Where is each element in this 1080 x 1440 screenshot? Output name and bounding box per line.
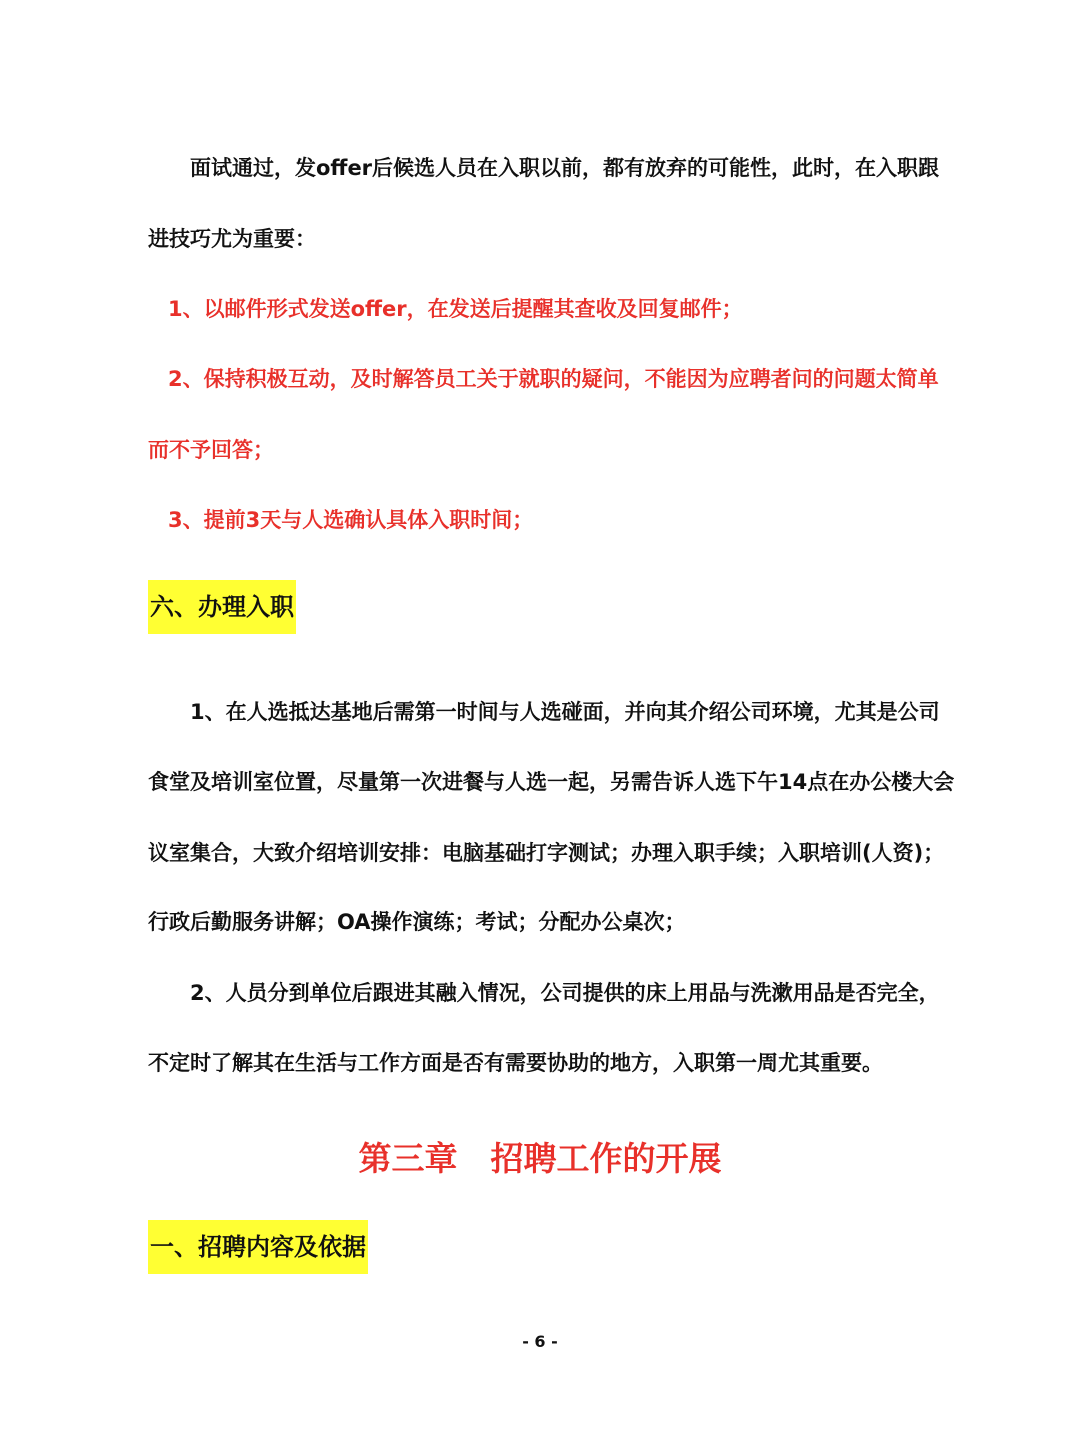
section-6-heading: 六、办理入职 [148,580,296,634]
tip-1: 1、以邮件形式发送offer，在发送后提醒其查收及回复邮件； [168,297,743,321]
section-6-para-2-line-1: 2、人员分到单位后跟进其融入情况，公司提供的床上用品与洗漱用品是否完全， [190,981,940,1005]
section-6-para-2-line-2: 不定时了解其在生活与工作方面是否有需要协助的地方，入职第一周尤其重要。 [148,1051,883,1075]
page-number: - 6 - [522,1332,558,1351]
tip-2-line-2: 而不予回答； [148,438,274,462]
intro-line-2: 进技巧尤为重要： [148,227,316,251]
section-6-para-1-line-4: 行政后勤服务讲解；OA操作演练；考试；分配办公桌次； [148,910,686,934]
tip-2-line-1: 2、保持积极互动，及时解答员工关于就职的疑问，不能因为应聘者问的问题太简单 [168,367,939,391]
section-6-para-1-line-1: 1、在人选抵达基地后需第一时间与人选碰面，并向其介绍公司环境，尤其是公司 [190,700,940,724]
section-1-heading: 一、招聘内容及依据 [148,1220,368,1274]
section-6-para-1-line-3: 议室集合，大致介绍培训安排：电脑基础打字测试；办理入职手续；入职培训(人资)； [148,841,945,865]
chapter-3-title: 第三章 招聘工作的开展 [358,1139,722,1178]
intro-line-1: 面试通过，发offer后候选人员在入职以前，都有放弃的可能性，此时，在入职跟 [190,156,940,180]
section-6-para-1-line-2: 食堂及培训室位置，尽量第一次进餐与人选一起，另需告诉人选下午14点在办公楼大会 [148,770,955,794]
tip-3: 3、提前3天与人选确认具体入职时间； [168,508,534,532]
